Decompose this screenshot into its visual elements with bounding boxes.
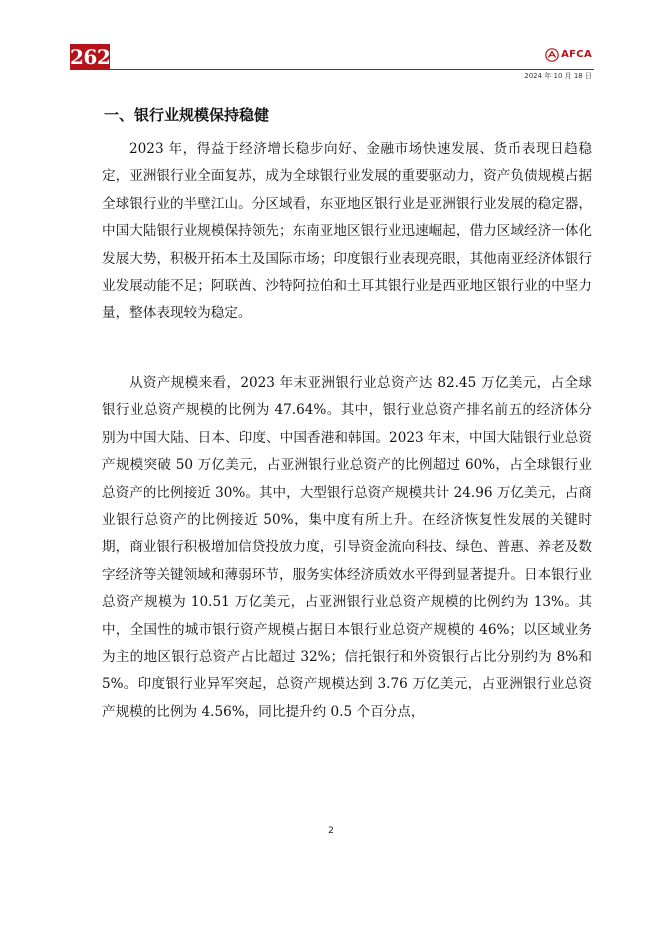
body-paragraph-2: 从资产规模来看，2023 年末亚洲银行业总资产达 82.45 万亿美元，占全球银行业总资产规模的比例为 47.64%。其中，银行业总资产排名前五的经济体分别为中国大陆、日本、印度、中国香港和韩国。2023 年末，中国大陆银行业总资产规模突破 50 万亿美元，占亚洲银行业总资产的比例超过 60%，占全球银行业总资产的比例接近 30%。其中，大型银行总资产规模共计 24.96 万亿美元，占商业银行总资产的比例接近 50%，集中度有所上升。在经济恢复性发展的关键时期，商业银行积极增加信贷投放力度，引导资金流向科技、绿色、普惠、养老及数字经济等关键领域和薄弱环节，服务实体经济质效水平得到显著提升。日本银行业总资产规模为 10.51 万亿美元，占亚洲银行业总资产规模的比例约为 13%。其中，全国性的城市银行资产规模占据日本银行业总资产规模的 46%；以区域业务为主的地区银行总资产占比超过 32%；信托银行和外资银行占比分别约为 8%和 5%。印度银行业异军突起，总资产规模达到 3.76 万亿美元，占亚洲银行业总资产规模的比例为 4.56%，同比提升约 0.5 个百分点， <box>102 375 592 720</box>
afca-logo <box>545 47 592 61</box>
afca-logo-icon <box>545 47 559 61</box>
issue-number-badge: 262 <box>70 45 111 69</box>
page-number: 2 <box>328 826 334 836</box>
header-date: 2024 年 10 月 18 日 <box>524 72 592 80</box>
header-divider <box>70 69 594 70</box>
section-title: 一、银行业规模保持稳健 <box>104 106 270 124</box>
afca-logo-text: AFCA <box>561 48 592 60</box>
body-paragraph-1: 2023 年，得益于经济增长稳步向好、金融市场快速发展、货币表现日趋稳定，亚洲银行业全面复苏，成为全球银行业发展的重要驱动力，资产负债规模占据全球银行业的半壁江山。分区域看，东亚地区银行业是亚洲银行业发展的稳定器，中国大陆银行业规模保持领先；东南亚地区银行业迅速崛起，借力区域经济一体化发展大势，积极开拓本土及国际市场；印度银行业表现亮眼，其他南亚经济体银行业发展动能不足；阿联酋、沙特阿拉伯和土耳其银行业是西亚地区银行业的中坚力量，整体表现较为稳定。 <box>102 141 592 322</box>
